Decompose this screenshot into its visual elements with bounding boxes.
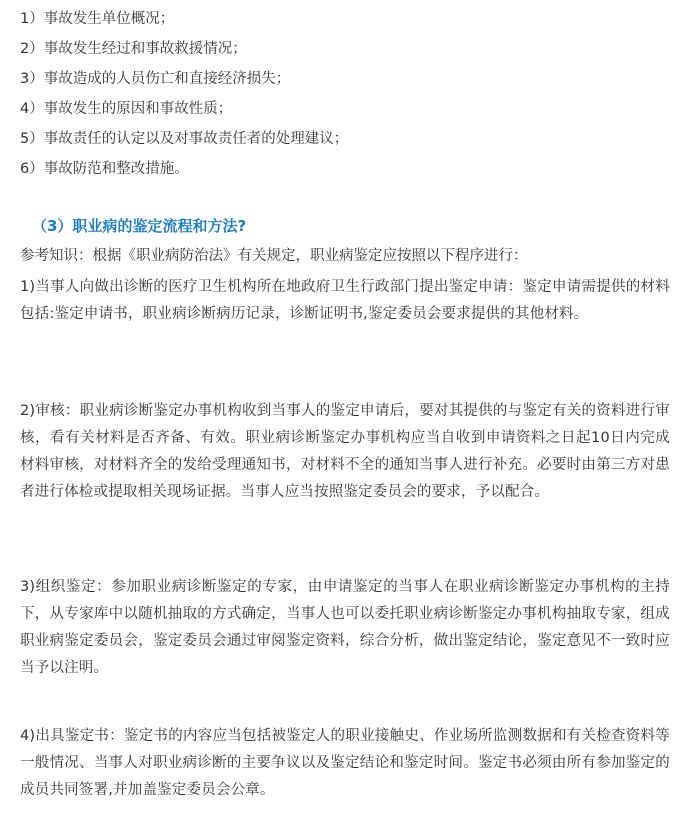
list-item: 1）事故发生单位概况； — [20, 11, 175, 27]
paragraph-application: 1)当事人向做出诊断的医疗卫生机构所在地政府卫生行政部门提出鉴定申请：鉴定申请需提供的材料包括:鉴定申请书，职业病诊断病历记录，诊断证明书,鉴定委员会要求提供的其他材料。 — [20, 279, 670, 322]
list-item: 3）事故造成的人员伤亡和直接经济损失； — [20, 71, 291, 87]
paragraph-report: 4)出具鉴定书：鉴定书的内容应当包括被鉴定人的职业接触史、作业场所监测数据和有关检查资料等一般情况、当事人对职业病诊断的主要争议以及鉴定结论和鉴定时间。鉴定书必须由所有参加鉴定的成员共同签署,并加盖鉴定委员会公章。 — [20, 728, 670, 798]
section-heading: （3）职业病的鉴定流程和方法? — [32, 217, 247, 235]
list-item: 2）事故发生经过和事故救援情况； — [20, 41, 247, 57]
intro-text: 参考知识：根据《职业病防治法》有关规定，职业病鉴定应按照以下程序进行： — [20, 248, 528, 264]
list-item: 4）事故发生的原因和事故性质； — [20, 101, 233, 117]
paragraph-organize: 3)组织鉴定：参加职业病诊断鉴定的专家，由申请鉴定的当事人在职业病诊断鉴定办事机构的主持下，从专家库中以随机抽取的方式确定，当事人也可以委托职业病诊断鉴定办事机构抽取专家，组成职业病鉴定委员会，鉴定委员会通过审阅鉴定资料，综合分析，做出鉴定结论，鉴定意见不一致时应当予以注明。 — [20, 579, 670, 676]
paragraph-review: 2)审核：职业病诊断鉴定办事机构收到当事人的鉴定申请后，要对其提供的与鉴定有关的资料进行审核，看有关材料是否齐备、有效。职业病诊断鉴定办事机构应当自收到申请资料之日起10日内完成材料审核，对材料齐全的发给受理通知书，对材料不全的通知当事人进行补充。必要时由第三方对患者进行体检或提取相关现场证据。当事人应当按照鉴定委员会的要求，予以配合。 — [20, 403, 670, 500]
list-item: 6）事故防范和整改措施。 — [20, 161, 189, 177]
list-item: 5）事故责任的认定以及对事故责任者的处理建议； — [20, 131, 349, 147]
